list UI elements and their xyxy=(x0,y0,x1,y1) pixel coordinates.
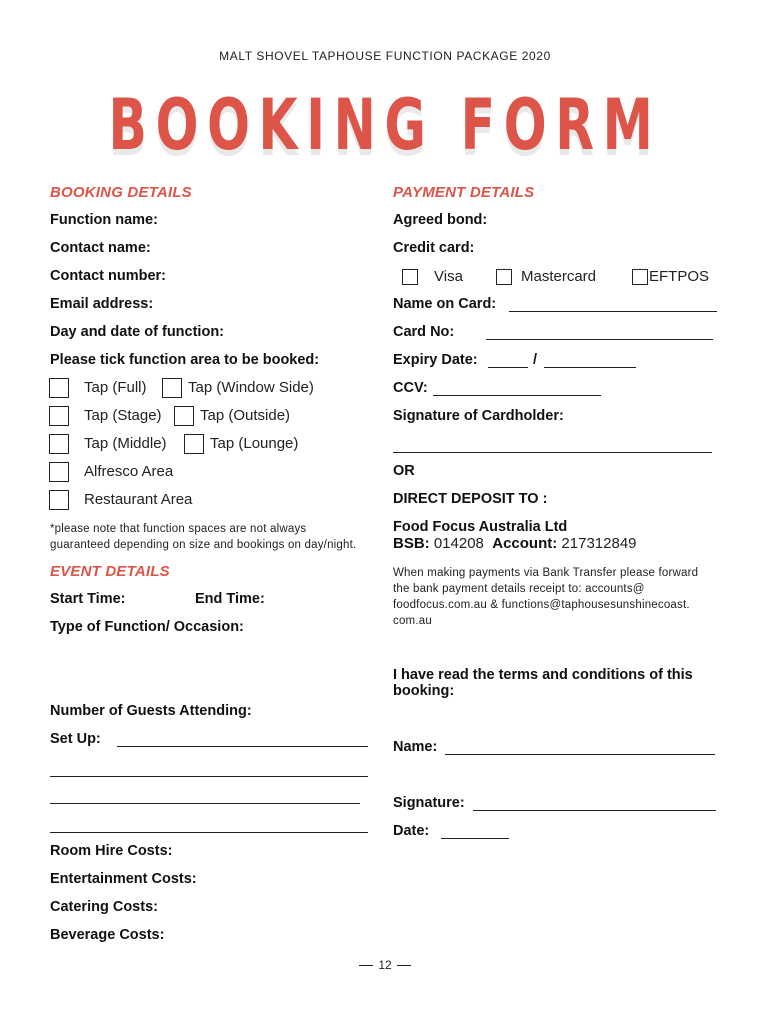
expiry-date-label: Expiry Date: xyxy=(393,352,478,368)
label-mastercard: Mastercard xyxy=(521,268,597,285)
expiry-month-line[interactable] xyxy=(488,367,528,368)
setup-line-4[interactable] xyxy=(50,832,368,833)
cardholder-signature-line[interactable] xyxy=(393,452,712,453)
bsb-label: BSB: xyxy=(393,535,430,552)
checkbox-eftpos[interactable] xyxy=(632,269,648,285)
page-title: BOOKING FORM xyxy=(108,84,662,166)
transfer-note-line1: When making payments via Bank Transfer please forward xyxy=(393,567,699,579)
start-time-field[interactable]: Start Time: xyxy=(50,591,126,607)
checkbox-tap-window-side[interactable] xyxy=(162,378,182,398)
catering-costs[interactable]: Catering Costs: xyxy=(50,899,158,915)
label-tap-outside: Tap (Outside) xyxy=(200,407,291,424)
company-name: Food Focus Australia Ltd xyxy=(393,519,568,535)
checkbox-tap-stage[interactable] xyxy=(49,406,69,426)
tick-area-prompt: Please tick function area to be booked: xyxy=(50,352,320,368)
entertainment-costs[interactable]: Entertainment Costs: xyxy=(50,871,197,887)
label-tap-middle: Tap (Middle) xyxy=(84,435,167,452)
name-on-card-line[interactable] xyxy=(509,311,717,312)
terms-line2: booking: xyxy=(393,683,455,699)
credit-card-label: Credit card: xyxy=(393,240,475,256)
direct-deposit-label: DIRECT DEPOSIT TO : xyxy=(393,491,548,507)
setup-field[interactable]: Set Up: xyxy=(50,731,101,747)
date-line[interactable] xyxy=(441,838,509,839)
expiry-separator: / xyxy=(533,352,538,368)
checkbox-tap-full[interactable] xyxy=(49,378,69,398)
page-footer xyxy=(0,958,770,972)
account-label: Account: xyxy=(492,535,558,552)
booking-details-heading: BOOKING DETAILS xyxy=(50,184,192,201)
transfer-note-line2: the bank payment details receipt to: accounts@ xyxy=(393,583,645,595)
function-name-field[interactable]: Function name: xyxy=(50,212,158,228)
bsb-value: 014208 xyxy=(433,535,484,552)
setup-line-3[interactable] xyxy=(50,803,360,804)
contact-name-field[interactable]: Contact name: xyxy=(50,240,151,256)
label-tap-window-side: Tap (Window Side) xyxy=(188,379,314,396)
label-tap-stage: Tap (Stage) xyxy=(84,407,162,424)
card-number-line[interactable] xyxy=(486,339,713,340)
area-note-line2: guaranteed depending on size and bookings on day/night. xyxy=(50,539,357,551)
date-label: Date: xyxy=(393,823,430,839)
signature-label: Signature: xyxy=(393,795,465,811)
beverage-costs[interactable]: Beverage Costs: xyxy=(50,927,165,943)
checkbox-tap-lounge[interactable] xyxy=(184,434,204,454)
label-eftpos: EFTPOS xyxy=(649,268,710,285)
setup-line-2[interactable] xyxy=(50,776,368,777)
card-number-label: Card No: xyxy=(393,324,455,340)
document-header: MALT SHOVEL TAPHOUSE FUNCTION PACKAGE 2020 xyxy=(219,49,551,63)
checkbox-mastercard[interactable] xyxy=(496,269,512,285)
cardholder-signature-label: Signature of Cardholder: xyxy=(393,408,564,424)
transfer-note-line3: foodfocus.com.au & functions@taphousesunshinecoast. xyxy=(393,599,690,611)
checkbox-restaurant[interactable] xyxy=(49,490,69,510)
transfer-note-line4: com.au xyxy=(393,615,432,627)
function-date-field[interactable]: Day and date of function: xyxy=(50,324,224,340)
signature-line[interactable] xyxy=(473,810,716,811)
ccv-line[interactable] xyxy=(433,395,601,396)
checkbox-visa[interactable] xyxy=(402,269,418,285)
event-details-heading: EVENT DETAILS xyxy=(50,563,170,580)
label-alfresco: Alfresco Area xyxy=(84,463,174,480)
email-field[interactable]: Email address: xyxy=(50,296,154,312)
name-line[interactable] xyxy=(445,754,715,755)
page-number: 12 xyxy=(378,958,392,972)
checkbox-tap-outside[interactable] xyxy=(174,406,194,426)
terms-line1: I have read the terms and conditions of this xyxy=(393,667,693,683)
checkbox-tap-middle[interactable] xyxy=(49,434,69,454)
label-visa: Visa xyxy=(434,268,463,285)
footer-dash-right xyxy=(397,965,411,966)
room-hire-costs[interactable]: Room Hire Costs: xyxy=(50,843,173,859)
end-time-field[interactable]: End Time: xyxy=(195,591,265,607)
agreed-bond-field[interactable]: Agreed bond: xyxy=(393,212,488,228)
setup-line-1[interactable] xyxy=(117,746,368,747)
area-note-line1: *please note that function spaces are not always xyxy=(50,523,307,535)
expiry-year-line[interactable] xyxy=(544,367,636,368)
name-label: Name: xyxy=(393,739,438,755)
footer-dash-left xyxy=(359,965,373,966)
label-restaurant: Restaurant Area xyxy=(84,491,193,508)
contact-number-field[interactable]: Contact number: xyxy=(50,268,166,284)
account-value: 217312849 xyxy=(561,535,637,552)
checkbox-alfresco[interactable] xyxy=(49,462,69,482)
label-tap-full: Tap (Full) xyxy=(84,379,147,396)
function-type-field[interactable]: Type of Function/ Occasion: xyxy=(50,619,244,635)
or-label: OR xyxy=(393,463,415,479)
payment-details-heading: PAYMENT DETAILS xyxy=(393,184,535,201)
guest-count-field[interactable]: Number of Guests Attending: xyxy=(50,703,252,719)
name-on-card-label: Name on Card: xyxy=(393,296,497,312)
bank-details xyxy=(393,535,637,552)
ccv-label: CCV: xyxy=(393,380,428,396)
label-tap-lounge: Tap (Lounge) xyxy=(210,435,299,452)
